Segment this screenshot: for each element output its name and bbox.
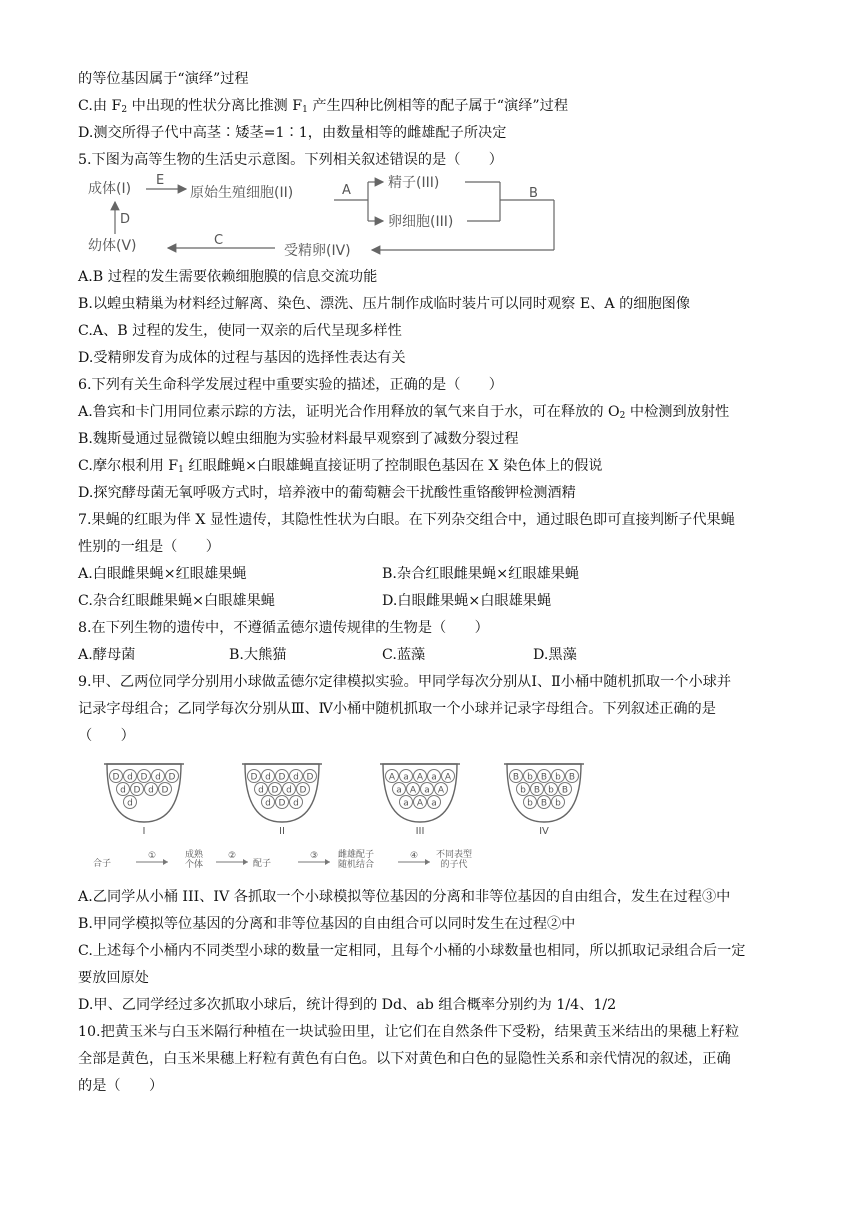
svg-text:D: D	[140, 772, 148, 783]
ball	[407, 783, 420, 796]
ball	[414, 770, 427, 783]
option-8a: A.酵母菌	[78, 647, 136, 663]
ball	[117, 783, 130, 796]
svg-text:A: A	[444, 772, 452, 783]
ball	[400, 770, 413, 783]
buckets-group	[104, 764, 584, 837]
svg-text:B: B	[568, 772, 576, 783]
svg-text:A: A	[437, 785, 445, 796]
question-7-line2: 性别的一组是（ ）	[78, 539, 220, 555]
svg-text:d: d	[293, 798, 299, 809]
node-adult: 成体(I)	[88, 181, 132, 197]
ball	[290, 796, 303, 809]
svg-text:d: d	[127, 798, 133, 809]
ball	[269, 783, 282, 796]
option-6d: D.探究酵母菌无氧呼吸方式时，培养液中的葡萄糖会干扰酸性重铬酸钾检测酒精	[78, 485, 576, 501]
svg-text:B: B	[540, 772, 548, 783]
svg-text:d: d	[120, 785, 126, 796]
ball	[428, 770, 441, 783]
label-d: D	[120, 212, 131, 227]
question-9-line3: （ ）	[78, 728, 135, 744]
flow-node: 不同表型的子代	[435, 850, 473, 870]
label-b: B	[529, 186, 538, 201]
bucket-label: IV	[539, 826, 549, 837]
option-9c-line2: 要放回原处	[78, 970, 149, 986]
svg-text:B: B	[540, 798, 548, 809]
question-10-line1: 10.把黄玉米与白玉米隔行种植在一块试验田里，让它们在自然条件下受粉，结果黄玉米结出的果穗上籽粒	[78, 1024, 740, 1040]
ball	[304, 770, 317, 783]
question-8: 8.在下列生物的遗传中，不遵循孟德尔遗传规律的生物是（ ）	[78, 620, 489, 636]
ball	[262, 796, 275, 809]
flow-node: 雌雄配子随机结合	[337, 850, 375, 870]
question-7-line1: 7.果蝇的红眼为伴 X 显性遗传，其隐性性状为白眼。在下列杂交组合中，通过眼色即可直接判断子代果蝇	[78, 512, 735, 528]
svg-text:D: D	[168, 772, 176, 783]
svg-text:a: a	[403, 772, 409, 783]
svg-text:b: b	[520, 785, 526, 796]
ball	[566, 770, 579, 783]
ball	[428, 796, 441, 809]
svg-text:a: a	[403, 798, 409, 809]
option-5c: C.A、B 过程的发生，使同一双亲的后代呈现多样性	[78, 323, 402, 339]
flow-node: 成熟个体	[184, 850, 204, 870]
svg-text:A: A	[416, 798, 424, 809]
svg-text:A: A	[388, 772, 396, 783]
option-7c: C.杂合红眼雌果蝇×白眼雄果蝇	[78, 593, 275, 609]
ball	[276, 770, 289, 783]
ball	[552, 770, 565, 783]
question-6: 6.下列有关生命科学发展过程中重要实验的描述，正确的是（ ）	[78, 377, 503, 393]
option-4d: D.测交所得子代中高茎∶矮茎=1∶1，由数量相等的雌雄配子所决定	[78, 125, 507, 141]
ball	[124, 796, 137, 809]
option-7b: B.杂合红眼雌果蝇×红眼雄果蝇	[382, 566, 580, 582]
ball	[262, 770, 275, 783]
ball	[414, 796, 427, 809]
option-7a: A.白眼雌果蝇×红眼雄果蝇	[78, 566, 247, 582]
svg-text:d: d	[265, 798, 271, 809]
option-8c: C.蓝藻	[382, 647, 426, 663]
question-9-line2: 记录字母组合；乙同学每次分别从Ⅲ、Ⅳ小桶中随机抓取一个小球并记录字母组合。下列叙述正确的是	[78, 701, 716, 717]
flow-node: 配子	[252, 859, 272, 869]
ball	[166, 770, 179, 783]
svg-text:D: D	[306, 772, 314, 783]
svg-text:b: b	[555, 772, 561, 783]
ball	[435, 783, 448, 796]
ball	[524, 770, 537, 783]
option-4c: C.由 $F_2$ 中出现的性状分离比推测 $F_1$ 产生四种比例相等的配子属于“演绎”过程	[78, 98, 569, 115]
ball	[290, 770, 303, 783]
svg-text:d: d	[293, 772, 299, 783]
label-a: A	[342, 183, 351, 198]
svg-text:a: a	[431, 798, 437, 809]
question-10-line3: 的是（ ）	[78, 1078, 164, 1094]
svg-text:b: b	[548, 785, 554, 796]
flow-node: 合子	[92, 859, 112, 869]
node-egg: 卵细胞(III)	[388, 214, 454, 230]
svg-text:d: d	[265, 772, 271, 783]
bucket-label: I	[142, 826, 146, 837]
option-9c-line1: C.上述每个小桶内不同类型小球的数量一定相同，且每个小桶的小球数量也相同，所以抓取记录组合后一定	[78, 943, 746, 959]
ball	[131, 783, 144, 796]
node-sperm: 精子(III)	[388, 175, 440, 191]
svg-text:a: a	[424, 785, 430, 796]
flow-step: ②	[227, 851, 237, 861]
ball	[283, 783, 296, 796]
svg-text:A: A	[416, 772, 424, 783]
ball	[124, 770, 137, 783]
svg-text:B: B	[561, 785, 569, 796]
svg-text:B: B	[512, 772, 520, 783]
ball	[297, 783, 310, 796]
svg-text:A: A	[409, 785, 417, 796]
option-6c: C.摩尔根利用 $F_1$ 红眼雌蝇×白眼雄蝇直接证明了控制眼色基因在 X 染色体上的假说	[78, 458, 603, 475]
option-9d: D.甲、乙同学经过多次抓取小球后，统计得到的 Dd、ab 组合概率分别约为 1/4、1/2	[78, 997, 617, 1013]
svg-text:D: D	[271, 785, 279, 796]
bucket-label: III	[415, 826, 425, 837]
ball	[517, 783, 530, 796]
label-e: E	[156, 173, 165, 188]
option-5d: D.受精卵发育为成体的过程与基因的选择性表达有关	[78, 350, 406, 366]
label-c: C	[214, 233, 224, 248]
ball	[159, 783, 172, 796]
svg-text:a: a	[396, 785, 402, 796]
ball	[421, 783, 434, 796]
question-5: 5.下图为高等生物的生活史示意图。下列相关叙述错误的是（ ）	[78, 152, 503, 168]
ball	[559, 783, 572, 796]
node-zygote: 受精卵(IV)	[284, 243, 351, 259]
svg-text:b: b	[555, 798, 561, 809]
svg-text:D: D	[133, 785, 141, 796]
option-9a: A.乙同学从小桶 III、IV 各抓取一个小球模拟等位基因的分离和非等位基因的自由组合，发生在过程③中	[78, 889, 731, 905]
ball	[145, 783, 158, 796]
life-cycle-diagram	[80, 170, 620, 266]
ball	[386, 770, 399, 783]
option-5a: A.B 过程的发生需要依赖细胞膜的信息交流功能	[78, 269, 378, 285]
ball	[400, 796, 413, 809]
bucket-label: II	[279, 826, 285, 837]
node-juvenile: 幼体(V)	[88, 238, 137, 254]
svg-text:D: D	[112, 772, 120, 783]
option-5b: B.以蝗虫精巢为材料经过解离、染色、漂洗、压片制作成临时装片可以同时观察 E、A 的细胞图像	[78, 296, 691, 312]
svg-text:a: a	[431, 772, 437, 783]
svg-text:b: b	[527, 772, 533, 783]
bucket-experiment-figure	[84, 758, 584, 878]
svg-text:d: d	[127, 772, 133, 783]
ball	[276, 796, 289, 809]
svg-text:D: D	[278, 798, 286, 809]
ball	[538, 770, 551, 783]
ball	[545, 783, 558, 796]
ball	[248, 770, 261, 783]
ball	[255, 783, 268, 796]
ball	[531, 783, 544, 796]
node-primordial: 原始生殖细胞(II)	[190, 185, 294, 201]
option-7d: D.白眼雌果蝇×白眼雄果蝇	[382, 593, 552, 609]
svg-text:B: B	[533, 785, 541, 796]
flow-row	[93, 848, 472, 870]
svg-text:D: D	[299, 785, 307, 796]
option-6a: A.鲁宾和卡门用同位素示踪的方法，证明光合作用释放的氧气来自于水，可在释放的 $O_2$ 中检测到放射性	[78, 404, 730, 421]
flow-step: ①	[147, 851, 157, 861]
ball	[510, 770, 523, 783]
svg-text:b: b	[527, 798, 533, 809]
svg-text:D: D	[161, 785, 169, 796]
option-8d: D.黑藻	[533, 647, 577, 663]
option-9b: B.甲同学模拟等位基因的分离和非等位基因的自由组合可以同时发生在过程②中	[78, 916, 576, 932]
ball	[152, 770, 165, 783]
option-8b: B.大熊猫	[229, 647, 287, 663]
svg-text:d: d	[286, 785, 292, 796]
ball	[110, 770, 123, 783]
question-10-line2: 全部是黄色，白玉米果穗上籽粒有黄色有白色。以下对黄色和白色的显隐性关系和亲代情况的叙述，正确	[78, 1051, 731, 1067]
question-9-line1: 9.甲、乙两位同学分别用小球做孟德尔定律模拟实验。甲同学每次分别从Ⅰ、Ⅱ小桶中随机抓取一个小球并	[78, 674, 732, 690]
ball	[524, 796, 537, 809]
svg-text:d: d	[155, 772, 161, 783]
line-prev-text: 的等位基因属于“演绎”过程	[78, 71, 249, 87]
flow-step: ③	[309, 851, 319, 861]
ball	[393, 783, 406, 796]
ball	[538, 796, 551, 809]
ball	[442, 770, 455, 783]
svg-text:D: D	[250, 772, 258, 783]
flow-step: ④	[409, 851, 419, 861]
svg-text:d: d	[148, 785, 154, 796]
ball	[138, 770, 151, 783]
svg-text:d: d	[258, 785, 264, 796]
ball	[552, 796, 565, 809]
svg-text:D: D	[278, 772, 286, 783]
option-6b: B.魏斯曼通过显微镜以蝗虫细胞为实验材料最早观察到了减数分裂过程	[78, 431, 519, 447]
